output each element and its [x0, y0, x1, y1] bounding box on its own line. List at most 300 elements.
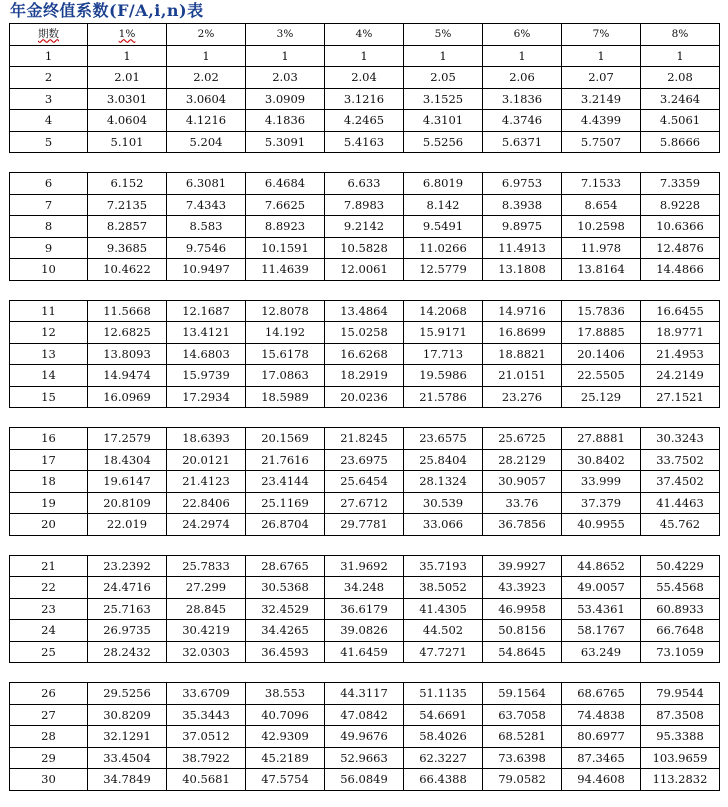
factor-cell: 58.1767 [562, 620, 641, 642]
factor-cell: 15.9739 [167, 365, 246, 387]
factor-cell: 79.0582 [483, 769, 562, 791]
factor-cell: 20.8109 [88, 492, 167, 514]
factor-cell: 103.9659 [641, 747, 720, 769]
factor-cell: 113.2832 [641, 769, 720, 791]
header-label-rate: 1% [118, 28, 136, 41]
factor-cell: 35.3443 [167, 704, 246, 726]
factor-cell: 28.2432 [88, 641, 167, 663]
header-label-period: 期数 [38, 28, 59, 41]
factor-cell: 7.3359 [641, 173, 720, 195]
factor-cell: 21.4123 [167, 471, 246, 493]
factor-cell: 3.0301 [88, 88, 167, 110]
factor-cell: 52.9663 [325, 747, 404, 769]
factor-cell: 23.2392 [88, 555, 167, 577]
factor-cell: 21.4953 [641, 343, 720, 365]
period-cell: 2 [10, 67, 88, 89]
period-cell: 24 [10, 620, 88, 642]
factor-cell: 8.9228 [641, 194, 720, 216]
factor-cell: 66.4388 [404, 769, 483, 791]
factor-cell: 5.3091 [246, 131, 325, 153]
factor-cell: 3.2149 [562, 88, 641, 110]
factor-cell: 27.8881 [562, 428, 641, 450]
factor-cell: 21.5786 [404, 386, 483, 408]
factor-cell: 14.9716 [483, 300, 562, 322]
factor-cell: 60.8933 [641, 598, 720, 620]
factor-cell: 14.2068 [404, 300, 483, 322]
factor-cell: 25.129 [562, 386, 641, 408]
factor-cell: 34.248 [325, 577, 404, 599]
factor-cell: 2.07 [562, 67, 641, 89]
factor-cell: 23.6575 [404, 428, 483, 450]
factor-cell: 5.5256 [404, 131, 483, 153]
table-row [10, 45, 720, 67]
factor-cell: 23.276 [483, 386, 562, 408]
factor-cell: 30.9057 [483, 471, 562, 493]
factor-cell: 24.2149 [641, 365, 720, 387]
factor-cell: 33.4504 [88, 747, 167, 769]
factor-cell: 44.8652 [562, 555, 641, 577]
factor-cell: 14.9474 [88, 365, 167, 387]
period-cell: 21 [10, 555, 88, 577]
factor-cell: 21.8245 [325, 428, 404, 450]
factor-cell: 10.2598 [562, 216, 641, 238]
factor-cell: 42.9309 [246, 726, 325, 748]
factor-cell: 39.9927 [483, 555, 562, 577]
factor-cell: 28.845 [167, 598, 246, 620]
factor-cell: 24.4716 [88, 577, 167, 599]
factor-cell: 16.0969 [88, 386, 167, 408]
period-cell: 29 [10, 747, 88, 769]
factor-cell: 30.8209 [88, 704, 167, 726]
factor-cell: 74.4838 [562, 704, 641, 726]
factor-cell: 11.978 [562, 237, 641, 259]
factor-cell: 18.5989 [246, 386, 325, 408]
factor-cell: 41.6459 [325, 641, 404, 663]
header-row [10, 24, 720, 46]
factor-cell: 15.7836 [562, 300, 641, 322]
period-cell: 12 [10, 322, 88, 344]
table-row [10, 769, 720, 791]
factor-cell: 18.2919 [325, 365, 404, 387]
table-body [10, 24, 720, 791]
factor-cell: 62.3227 [404, 747, 483, 769]
factor-cell: 6.152 [88, 173, 167, 195]
factor-cell: 4.1836 [246, 110, 325, 132]
factor-cell: 66.7648 [641, 620, 720, 642]
separator-cell [10, 153, 720, 173]
table-row [10, 194, 720, 216]
factor-cell: 31.9692 [325, 555, 404, 577]
factor-cell: 10.4622 [88, 259, 167, 281]
factor-cell: 55.4568 [641, 577, 720, 599]
period-cell: 7 [10, 194, 88, 216]
factor-cell: 25.6725 [483, 428, 562, 450]
table-row [10, 726, 720, 748]
factor-cell: 39.0826 [325, 620, 404, 642]
factor-cell: 18.8821 [483, 343, 562, 365]
table-row [10, 641, 720, 663]
period-cell: 6 [10, 173, 88, 195]
period-cell: 9 [10, 237, 88, 259]
factor-cell: 9.5491 [404, 216, 483, 238]
factor-cell: 25.7833 [167, 555, 246, 577]
factor-cell: 9.8975 [483, 216, 562, 238]
factor-cell: 28.1324 [404, 471, 483, 493]
factor-cell: 37.4502 [641, 471, 720, 493]
factor-cell: 34.7849 [88, 769, 167, 791]
factor-cell: 28.2129 [483, 449, 562, 471]
factor-cell: 33.6709 [167, 683, 246, 705]
period-cell: 18 [10, 471, 88, 493]
factor-cell: 43.3923 [483, 577, 562, 599]
factor-cell: 6.9753 [483, 173, 562, 195]
factor-cell: 11.5668 [88, 300, 167, 322]
factor-cell: 44.3117 [325, 683, 404, 705]
factor-cell: 24.2974 [167, 514, 246, 536]
factor-cell: 11.4913 [483, 237, 562, 259]
factor-cell: 20.0121 [167, 449, 246, 471]
factor-cell: 4.5061 [641, 110, 720, 132]
period-cell: 28 [10, 726, 88, 748]
factor-cell: 6.8019 [404, 173, 483, 195]
group-separator-row [10, 535, 720, 555]
header-cell-rate: 6% [483, 24, 562, 46]
factor-cell: 16.6268 [325, 343, 404, 365]
factor-cell: 13.4121 [167, 322, 246, 344]
factor-cell: 4.0604 [88, 110, 167, 132]
factor-cell: 45.2189 [246, 747, 325, 769]
factor-cell: 3.0604 [167, 88, 246, 110]
factor-cell: 1 [483, 45, 562, 67]
factor-cell: 9.3685 [88, 237, 167, 259]
factor-cell: 23.6975 [325, 449, 404, 471]
factor-cell: 26.9735 [88, 620, 167, 642]
group-separator-row [10, 663, 720, 683]
factor-cell: 17.2934 [167, 386, 246, 408]
factor-cell: 46.9958 [483, 598, 562, 620]
table-title: 年金终值系数(F/A,i,n)表 [10, 1, 204, 20]
factor-cell: 11.4639 [246, 259, 325, 281]
factor-cell: 23.4144 [246, 471, 325, 493]
factor-cell: 4.2465 [325, 110, 404, 132]
factor-cell: 7.1533 [562, 173, 641, 195]
period-cell: 25 [10, 641, 88, 663]
factor-cell: 68.5281 [483, 726, 562, 748]
factor-cell: 36.6179 [325, 598, 404, 620]
factor-cell: 54.6691 [404, 704, 483, 726]
factor-cell: 94.4608 [562, 769, 641, 791]
factor-cell: 79.9544 [641, 683, 720, 705]
factor-cell: 8.654 [562, 194, 641, 216]
period-cell: 15 [10, 386, 88, 408]
factor-cell: 2.02 [167, 67, 246, 89]
factor-cell: 35.7193 [404, 555, 483, 577]
factor-cell: 25.1169 [246, 492, 325, 514]
table-row [10, 67, 720, 89]
factor-cell: 59.1564 [483, 683, 562, 705]
factor-cell: 2.04 [325, 67, 404, 89]
factor-cell: 21.0151 [483, 365, 562, 387]
factor-cell: 12.5779 [404, 259, 483, 281]
factor-cell: 63.249 [562, 641, 641, 663]
factor-cell: 20.1569 [246, 428, 325, 450]
factor-cell: 4.3101 [404, 110, 483, 132]
factor-cell: 18.6393 [167, 428, 246, 450]
factor-cell: 27.6712 [325, 492, 404, 514]
factor-cell: 53.4361 [562, 598, 641, 620]
factor-cell: 5.204 [167, 131, 246, 153]
table-row [10, 577, 720, 599]
table-row [10, 428, 720, 450]
factor-cell: 8.8923 [246, 216, 325, 238]
factor-cell: 33.76 [483, 492, 562, 514]
table-row [10, 492, 720, 514]
factor-cell: 28.6765 [246, 555, 325, 577]
factor-cell: 32.1291 [88, 726, 167, 748]
period-cell: 22 [10, 577, 88, 599]
factor-cell: 54.8645 [483, 641, 562, 663]
factor-cell: 9.2142 [325, 216, 404, 238]
period-cell: 10 [10, 259, 88, 281]
table-row [10, 471, 720, 493]
period-cell: 13 [10, 343, 88, 365]
factor-cell: 44.502 [404, 620, 483, 642]
factor-cell: 63.7058 [483, 704, 562, 726]
factor-cell: 5.8666 [641, 131, 720, 153]
factor-cell: 1 [88, 45, 167, 67]
factor-cell: 3.0909 [246, 88, 325, 110]
period-cell: 23 [10, 598, 88, 620]
factor-cell: 13.1808 [483, 259, 562, 281]
factor-cell: 14.192 [246, 322, 325, 344]
factor-cell: 5.6371 [483, 131, 562, 153]
factor-cell: 13.8164 [562, 259, 641, 281]
table-row [10, 365, 720, 387]
factor-cell: 15.6178 [246, 343, 325, 365]
factor-cell: 15.0258 [325, 322, 404, 344]
factor-cell: 17.713 [404, 343, 483, 365]
factor-cell: 41.4305 [404, 598, 483, 620]
factor-cell: 8.142 [404, 194, 483, 216]
header-cell-rate: 8% [641, 24, 720, 46]
group-separator-row [10, 408, 720, 428]
factor-cell: 13.8093 [88, 343, 167, 365]
table-row [10, 704, 720, 726]
factor-cell: 58.4026 [404, 726, 483, 748]
factor-cell: 12.0061 [325, 259, 404, 281]
factor-cell: 38.553 [246, 683, 325, 705]
table-row [10, 131, 720, 153]
factor-cell: 27.299 [167, 577, 246, 599]
period-cell: 30 [10, 769, 88, 791]
factor-cell: 50.8156 [483, 620, 562, 642]
factor-cell: 4.4399 [562, 110, 641, 132]
factor-cell: 5.101 [88, 131, 167, 153]
factor-cell: 47.7271 [404, 641, 483, 663]
factor-cell: 40.9955 [562, 514, 641, 536]
factor-cell: 40.7096 [246, 704, 325, 726]
table-row [10, 386, 720, 408]
factor-cell: 14.4866 [641, 259, 720, 281]
factor-cell: 7.2135 [88, 194, 167, 216]
factor-cell: 4.1216 [167, 110, 246, 132]
separator-cell [10, 280, 720, 300]
factor-cell: 1 [404, 45, 483, 67]
factor-cell: 37.379 [562, 492, 641, 514]
table-row [10, 683, 720, 705]
factor-cell: 17.0863 [246, 365, 325, 387]
header-cell-rate: 7% [562, 24, 641, 46]
table-row [10, 216, 720, 238]
table-row [10, 259, 720, 281]
factor-cell: 19.5986 [404, 365, 483, 387]
factor-cell: 50.4229 [641, 555, 720, 577]
factor-cell: 2.06 [483, 67, 562, 89]
factor-cell: 47.0842 [325, 704, 404, 726]
factor-cell: 26.8704 [246, 514, 325, 536]
factor-cell: 30.5368 [246, 577, 325, 599]
header-cell-rate: 4% [325, 24, 404, 46]
header-cell-rate [88, 24, 167, 46]
factor-cell: 3.1525 [404, 88, 483, 110]
annuity-future-value-table [9, 23, 720, 791]
factor-cell: 32.0303 [167, 641, 246, 663]
factor-cell: 32.4529 [246, 598, 325, 620]
factor-cell: 10.5828 [325, 237, 404, 259]
factor-cell: 30.3243 [641, 428, 720, 450]
factor-cell: 33.7502 [641, 449, 720, 471]
factor-cell: 47.5754 [246, 769, 325, 791]
factor-cell: 17.2579 [88, 428, 167, 450]
factor-cell: 33.999 [562, 471, 641, 493]
factor-cell: 95.3388 [641, 726, 720, 748]
period-cell: 14 [10, 365, 88, 387]
factor-cell: 73.1059 [641, 641, 720, 663]
period-cell: 26 [10, 683, 88, 705]
factor-cell: 2.08 [641, 67, 720, 89]
table-row [10, 598, 720, 620]
factor-cell: 10.6366 [641, 216, 720, 238]
factor-cell: 22.8406 [167, 492, 246, 514]
factor-cell: 25.8404 [404, 449, 483, 471]
factor-cell: 1 [641, 45, 720, 67]
factor-cell: 80.6977 [562, 726, 641, 748]
factor-cell: 12.4876 [641, 237, 720, 259]
group-separator-row [10, 280, 720, 300]
factor-cell: 12.8078 [246, 300, 325, 322]
factor-cell: 6.4684 [246, 173, 325, 195]
header-cell-rate: 3% [246, 24, 325, 46]
factor-cell: 6.3081 [167, 173, 246, 195]
factor-cell: 49.9676 [325, 726, 404, 748]
factor-cell: 7.8983 [325, 194, 404, 216]
factor-cell: 34.4265 [246, 620, 325, 642]
factor-cell: 12.1687 [167, 300, 246, 322]
group-separator-row [10, 153, 720, 173]
factor-cell: 2.01 [88, 67, 167, 89]
table-row [10, 322, 720, 344]
factor-cell: 30.8402 [562, 449, 641, 471]
factor-cell: 36.7856 [483, 514, 562, 536]
factor-cell: 10.1591 [246, 237, 325, 259]
factor-cell: 87.3508 [641, 704, 720, 726]
factor-cell: 9.7546 [167, 237, 246, 259]
table-row [10, 514, 720, 536]
factor-cell: 30.4219 [167, 620, 246, 642]
factor-cell: 18.9771 [641, 322, 720, 344]
table-row [10, 173, 720, 195]
factor-cell: 16.8699 [483, 322, 562, 344]
factor-cell: 8.2857 [88, 216, 167, 238]
factor-cell: 20.0236 [325, 386, 404, 408]
factor-cell: 16.6455 [641, 300, 720, 322]
factor-cell: 30.539 [404, 492, 483, 514]
factor-cell: 8.583 [167, 216, 246, 238]
separator-cell [10, 663, 720, 683]
period-cell: 19 [10, 492, 88, 514]
factor-cell: 10.9497 [167, 259, 246, 281]
separator-cell [10, 408, 720, 428]
table-row [10, 555, 720, 577]
table-row [10, 747, 720, 769]
factor-cell: 22.019 [88, 514, 167, 536]
table-row [10, 300, 720, 322]
factor-cell: 5.7507 [562, 131, 641, 153]
factor-cell: 22.5505 [562, 365, 641, 387]
factor-cell: 1 [246, 45, 325, 67]
factor-cell: 14.6803 [167, 343, 246, 365]
header-cell-rate: 5% [404, 24, 483, 46]
factor-cell: 40.5681 [167, 769, 246, 791]
factor-cell: 1 [562, 45, 641, 67]
factor-cell: 15.9171 [404, 322, 483, 344]
header-cell-period [10, 24, 88, 46]
factor-cell: 27.1521 [641, 386, 720, 408]
factor-cell: 33.066 [404, 514, 483, 536]
period-cell: 16 [10, 428, 88, 450]
factor-cell: 25.6454 [325, 471, 404, 493]
table-row [10, 343, 720, 365]
factor-cell: 11.0266 [404, 237, 483, 259]
period-cell: 20 [10, 514, 88, 536]
table-row [10, 620, 720, 642]
period-cell: 8 [10, 216, 88, 238]
factor-cell: 2.03 [246, 67, 325, 89]
factor-cell: 4.3746 [483, 110, 562, 132]
factor-cell: 25.7163 [88, 598, 167, 620]
factor-cell: 3.1216 [325, 88, 404, 110]
separator-cell [10, 535, 720, 555]
factor-cell: 2.05 [404, 67, 483, 89]
header-cell-rate: 2% [167, 24, 246, 46]
factor-cell: 73.6398 [483, 747, 562, 769]
factor-cell: 68.6765 [562, 683, 641, 705]
factor-cell: 45.762 [641, 514, 720, 536]
factor-cell: 51.1135 [404, 683, 483, 705]
period-cell: 3 [10, 88, 88, 110]
factor-cell: 7.6625 [246, 194, 325, 216]
factor-cell: 56.0849 [325, 769, 404, 791]
factor-cell: 38.5052 [404, 577, 483, 599]
factor-cell: 3.2464 [641, 88, 720, 110]
factor-cell: 38.7922 [167, 747, 246, 769]
table-row [10, 449, 720, 471]
factor-cell: 29.7781 [325, 514, 404, 536]
factor-cell: 20.1406 [562, 343, 641, 365]
factor-cell: 7.4343 [167, 194, 246, 216]
table-row [10, 88, 720, 110]
factor-cell: 87.3465 [562, 747, 641, 769]
